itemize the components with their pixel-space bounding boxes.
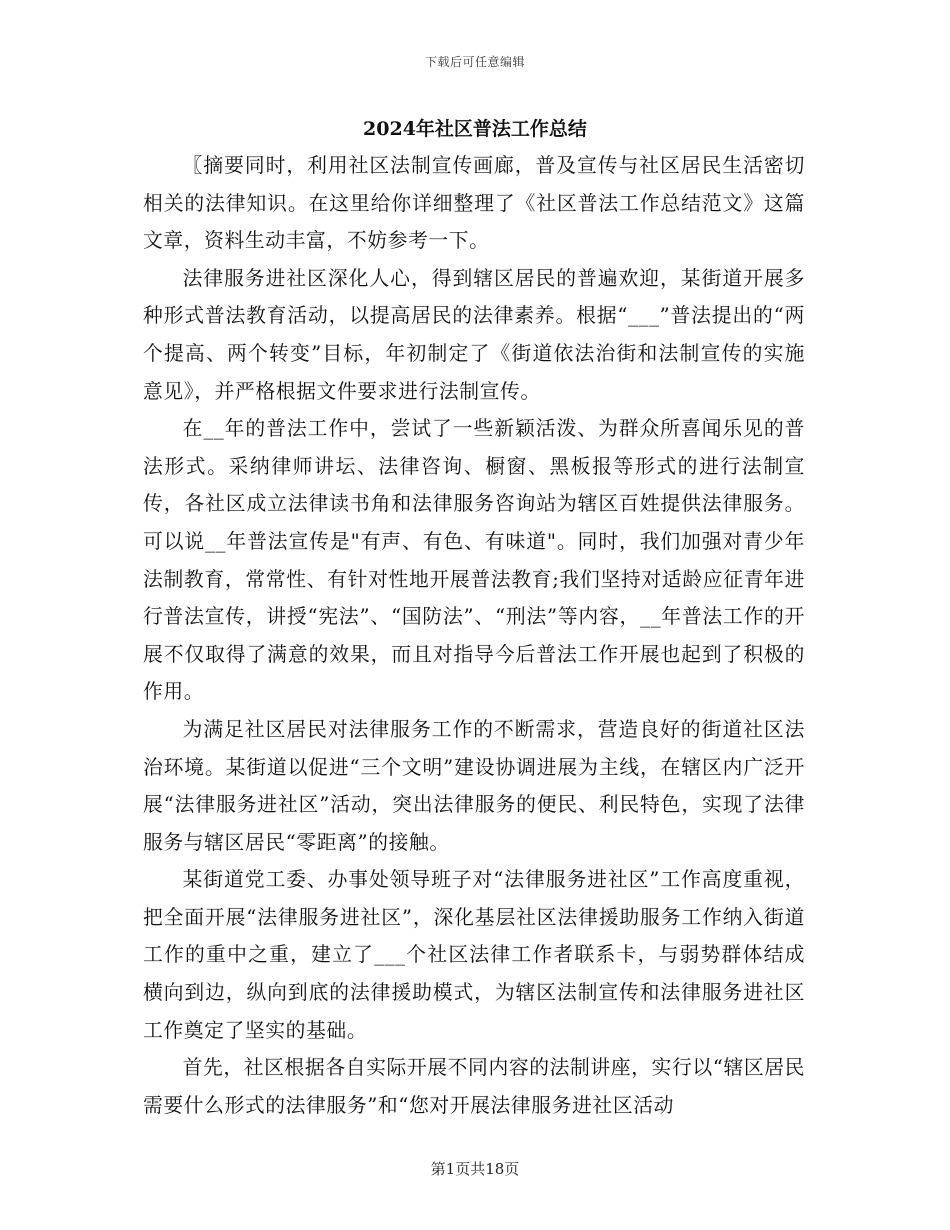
page-header-note: 下载后可任意编辑 [424,55,525,69]
page-number: 第1页共18页 [430,1160,520,1178]
paragraph-community-needs: 为满足社区居民对法律服务工作的不断需求，营造良好的街道社区法治环境。某街道以促进“三个文明”建设协调进展为主线，在辖区内广泛开展“法律服务进社区”活动，突出法律服务的便民、利民特色，实现了法律服务与辖区居民“零距离”的接触。 [143,717,805,854]
document-title: 2024年社区普法工作总结 [363,118,587,140]
paragraph-law-service: 法律服务进社区深化人心，得到辖区居民的普遍欢迎，某街道开展多种形式普法教育活动，以提高居民的法律素养。根据“___”普法提出的“两个提高、两个转变”目标，年初制定了《街道依法治街和法制宣传的实施意见》，并严格根据文件要求进行法制宣传。 [143,266,805,403]
paragraph-lectures: 首先，社区根据各自实际开展不同内容的法制讲座，实行以“辖区居民需要什么形式的法律服务”和“您对开展法律服务进社区活动 [143,1056,805,1117]
paragraph-annual-work: 在__年的普法工作中，尝试了一些新颖活泼、为群众所喜闻乐见的普法形式。采纳律师讲坛、法律咨询、橱窗、黑板报等形式的进行法制宣传，各社区成立法律读书角和法律服务咨询站为辖区百姓提供法律服务。可以说__年普法宣传是"有声、有色、有味道"。同时，我们加强对青少年法制教育，常常性、有针对性地开展普法教育;我们坚持对适龄应征青年进行普法宣传，讲授“宪法”、“国防法”、“刑法”等内容，__年普法工作的开展不仅取得了满意的效果，而且对指导今后普法工作开展也起到了积极的作用。 [143,417,805,704]
paragraph-leadership: 某街道党工委、办事处领导班子对“法律服务进社区”工作高度重视，把全面开展“法律服务进社区”，深化基层社区法律援助服务工作纳入街道工作的重中之重，建立了___个社区法律工作者联系卡，与弱势群体结成横向到边，纵向到底的法律援助模式，为辖区法制宣传和法律服务进社区工作奠定了坚实的基础。 [143,868,805,1042]
document-body [143,147,805,1124]
paragraph-abstract: 〖摘要同时，利用社区法制宣传画廊，普及宣传与社区居民生活密切相关的法律知识。在这里给你详细整理了《社区普法工作总结范文》这篇文章，资料生动丰富，不妨参考一下。 [143,154,805,253]
